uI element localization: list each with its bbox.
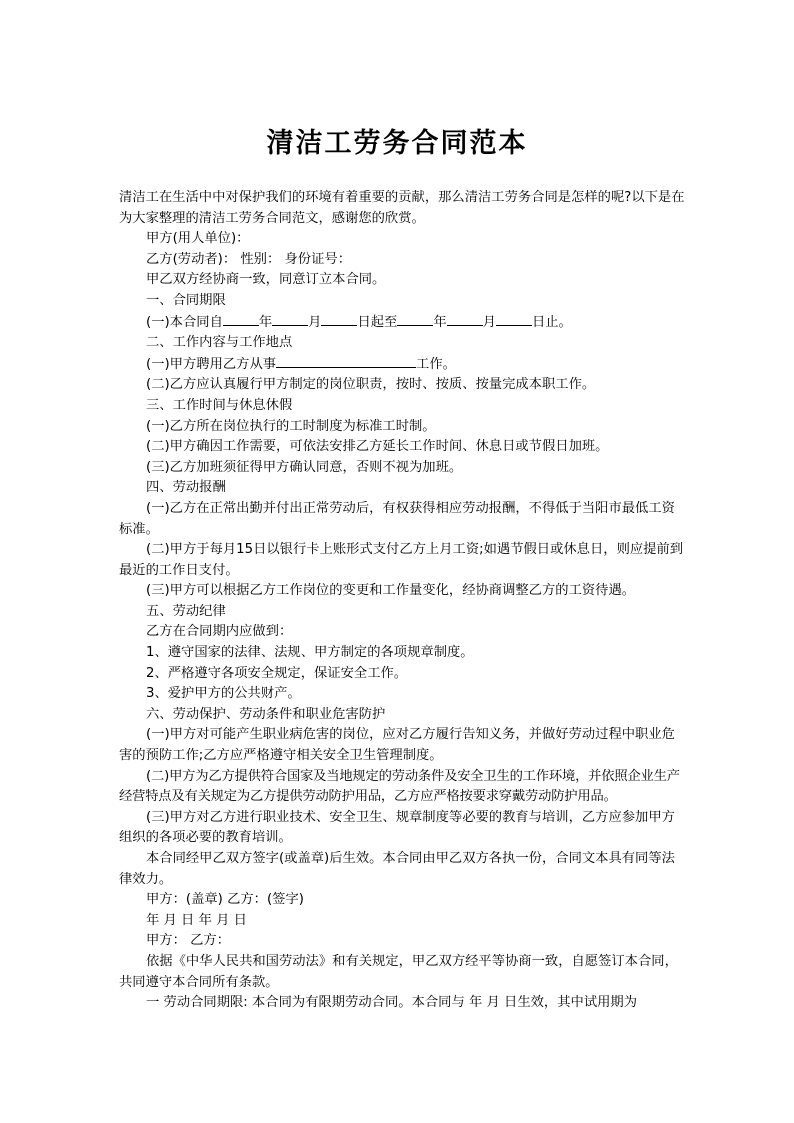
party-a-line: 甲方(用人单位)： — [146, 231, 250, 247]
document-body — [119, 188, 685, 1014]
section-3-item-3: (三)乙方加班须征得甲方确认同意，否则不视为加班。 — [146, 459, 463, 475]
start-year-unit: 年 — [258, 314, 273, 330]
section-1-heading: 一、合同期限 — [146, 292, 226, 308]
section-6-item-3: (三)甲方对乙方进行职业技术、安全卫生、规章制度等必要的教育与培训，乙方应参加甲方组织的各项必要的教育培训。 — [119, 809, 675, 846]
section-6-heading: 六、劳动保护、劳动条件和职业危害防护 — [146, 706, 386, 722]
start-year-blank — [223, 312, 259, 326]
signature-line: 甲方：(盖章) 乙方：(签字) — [146, 892, 304, 908]
start-day-unit: 日起至 — [357, 314, 398, 330]
section-4-heading: 四、劳动报酬 — [146, 480, 226, 496]
party-b-line: 乙方(劳动者)： 性别： 身份证号： — [146, 251, 351, 267]
document-title: 清洁工劳务合同范本 — [266, 128, 528, 159]
end-year-blank — [397, 312, 433, 326]
job-blank — [276, 354, 416, 368]
job-content-line — [119, 354, 685, 376]
contract-term-line — [119, 312, 685, 334]
intro-paragraph: 清洁工在生活中中对保护我们的环境有着重要的贡献，那么清洁工劳务合同是怎样的呢?以下是在为大家整理的清洁工劳务合同范文，感谢您的欣赏。 — [119, 190, 685, 226]
section-5-item-1: 1、遵守国家的法律、法规、甲方制定的各项规章制度。 — [146, 645, 474, 661]
start-day-blank — [321, 312, 357, 326]
end-year-unit: 年 — [433, 314, 447, 330]
parties-line: 甲方： 乙方： — [146, 933, 231, 949]
section-3-item-1: (一)乙方所在岗位执行的工时制度为标准工时制。 — [146, 418, 436, 434]
job-suffix: 工作。 — [416, 356, 456, 372]
term-prefix: (一)本合同自 — [146, 314, 223, 330]
section-4-item-3: (三)甲方可以根据乙方工作岗位的变更和工作量变化，经协商调整乙方的工资待遇。 — [146, 583, 636, 599]
section-6-item-1: (一)甲方对可能产生职业病危害的岗位，应对乙方履行告知义务，并做好劳动过程中职业危害的预防工作;乙方应严格遵守相关安全卫生管理制度。 — [119, 727, 675, 764]
term-line: 一 劳动合同期限: 本合同为有限期劳动合同。本合同与 年 月 日生效，其中试用期为 — [146, 995, 638, 1011]
section-5-lead: 乙方在合同期内应做到： — [146, 624, 293, 640]
section-5-item-3: 3、爱护甲方的公共财产。 — [146, 686, 301, 702]
basis-paragraph: 依据《中华人民共和国劳动法》和有关规定，甲乙双方经平等协商一致，自愿签订本合同，共同遵守本合同所有条款。 — [119, 953, 678, 990]
section-4-item-2: (二)甲方于每月15日以银行卡上账形式支付乙方上月工资;如遇节假日或休息日，则应提前到最近的工作日支付。 — [119, 542, 684, 578]
agreement-line: 甲乙双方经协商一致，同意订立本合同。 — [146, 272, 386, 288]
section-2-item-2: (二)乙方应认真履行甲方制定的岗位职责，按时、按质、按量完成本职工作。 — [146, 377, 596, 393]
date-line: 年 月 日 年 月 日 — [146, 912, 247, 928]
section-6-item-2: (二)甲方为乙方提供符合国家及当地规定的劳动条件及安全卫生的工作环境，并依照企业生产经营特点及有关规定为乙方提供劳动防护用品，乙方应严格按要求穿戴劳动防护用品。 — [119, 768, 680, 805]
section-5-item-2: 2、严格遵守各项安全规定，保证安全工作。 — [146, 665, 408, 681]
end-month-blank — [447, 312, 483, 326]
section-2-heading: 二、工作内容与工作地点 — [146, 335, 293, 351]
section-4-item-1: (一)乙方在正常出勤并付出正常劳动后，有权获得相应劳动报酬，不得低于当阳市最低工资标准。 — [119, 500, 675, 537]
end-day-unit: 日止。 — [531, 314, 572, 330]
end-month-unit: 月 — [482, 314, 496, 330]
start-month-blank — [272, 312, 308, 326]
section-3-heading: 三、工作时间与休息休假 — [146, 397, 293, 413]
effect-paragraph: 本合同经甲乙双方签字(或盖章)后生效。本合同由甲乙双方各执一份，合同文本具有同等法律效力。 — [119, 851, 675, 887]
section-3-item-2: (二)甲方确因工作需要，可依法安排乙方延长工作时间、休息日或节假日加班。 — [146, 439, 609, 455]
start-month-unit: 月 — [308, 314, 322, 330]
section-5-heading: 五、劳动纪律 — [146, 603, 226, 619]
end-day-blank — [496, 312, 532, 326]
job-prefix: (一)甲方聘用乙方从事 — [146, 356, 277, 372]
